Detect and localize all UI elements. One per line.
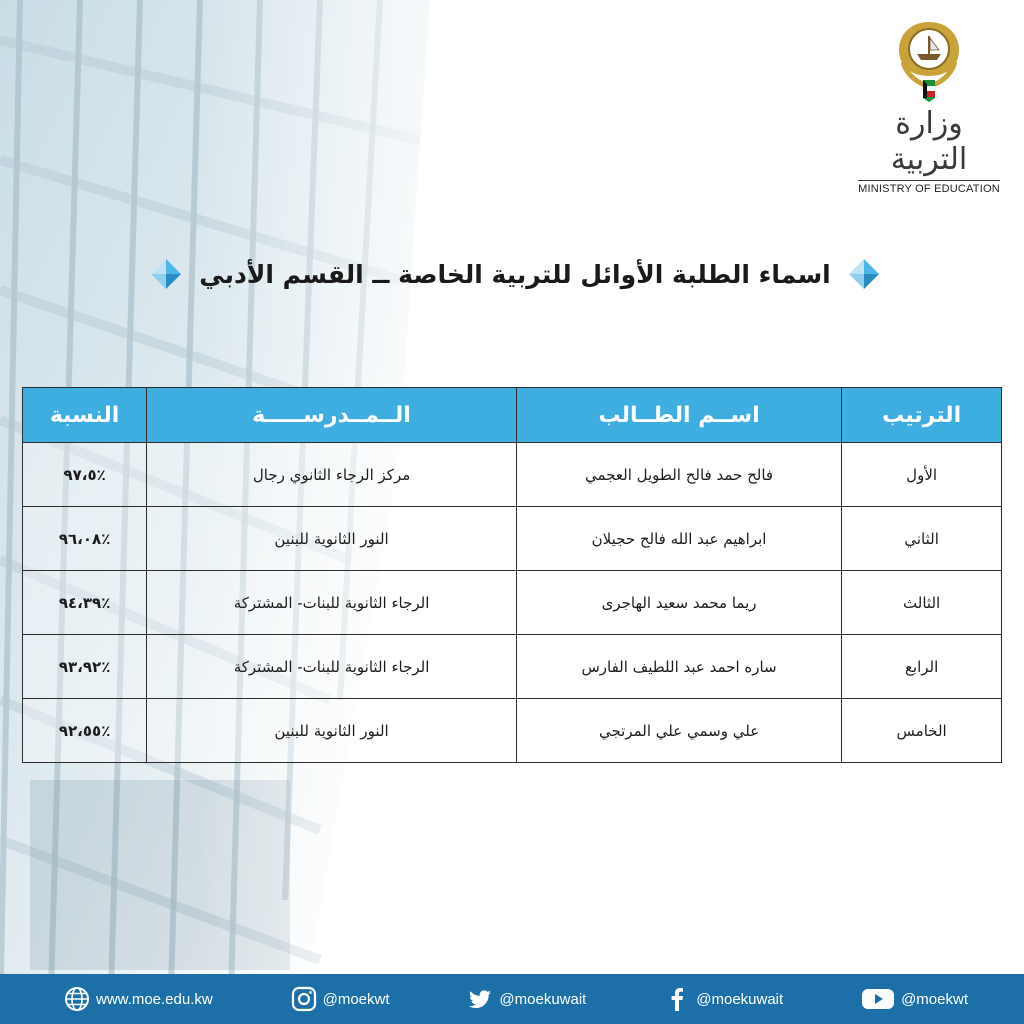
facebook-link[interactable] [664,986,783,1012]
header-rank: الترتيب [842,388,1002,443]
page-title-row [130,252,900,296]
twitter-handle: @moekuwait [499,990,587,1008]
page-title: اسماء الطلبة الأوائل للتربية الخاصة ــ القسم الأدبي [199,259,831,289]
diamond-icon [149,257,183,291]
top-students-table [22,387,1002,763]
student-name-cell: ريما محمد سعيد الهاجرى [516,571,841,635]
rank-cell: الثاني [842,507,1002,571]
youtube-icon [861,986,895,1012]
percentage-cell: ٪٩٧،٥ [23,443,147,507]
student-name-cell: ابراهيم عبد الله فالح حجيلان [516,507,841,571]
percentage-cell: ٪٩٣،٩٢ [23,635,147,699]
instagram-link[interactable] [291,986,390,1012]
percentage-cell: ٪٩٦،٠٨ [23,507,147,571]
kuwait-emblem-icon [889,14,969,104]
school-cell: الرجاء الثانوية للبنات- المشتركة [147,571,517,635]
rank-cell: الأول [842,443,1002,507]
twitter-icon [467,986,493,1012]
student-name-cell: ساره احمد عبد اللطيف الفارس [516,635,841,699]
student-name-cell: فالح حمد فالح الطويل العجمي [516,443,841,507]
facebook-icon [664,986,690,1012]
logo-divider [858,180,1000,181]
school-cell: النور الثانوية للبنين [147,699,517,763]
header-percentage: النسبة [23,388,147,443]
ministry-logo [854,14,1004,195]
ministry-name-english: MINISTRY OF EDUCATION [858,183,1000,195]
instagram-icon [291,986,317,1012]
social-footer [0,974,1024,1024]
table-row [23,571,1002,635]
rank-cell: الثالث [842,571,1002,635]
student-name-cell: علي وسمي علي المرتجي [516,699,841,763]
youtube-handle: @moekwt [901,990,968,1008]
ministry-name-arabic: وزارة التربية [890,106,968,177]
percentage-cell: ٪٩٤،٣٩ [23,571,147,635]
rank-cell: الخامس [842,699,1002,763]
website-link[interactable] [64,986,213,1012]
instagram-handle: @moekwt [322,990,390,1008]
table-header-row [23,388,1002,443]
school-cell: الرجاء الثانوية للبنات- المشتركة [147,635,517,699]
percentage-cell: ٪٩٢،٥٥ [23,699,147,763]
facebook-handle: @moekuwait [696,990,784,1008]
header-student-name: اســم الطــالب [516,388,841,443]
globe-icon [64,986,90,1012]
school-cell: مركز الرجاء الثانوي رجال [147,443,517,507]
table-row [23,635,1002,699]
youtube-link[interactable] [861,986,968,1012]
rank-cell: الرابع [842,635,1002,699]
website-url: www.moe.edu.kw [96,990,213,1008]
table-row [23,443,1002,507]
header-school: الــمــدرســـــة [147,388,517,443]
table-row [23,507,1002,571]
school-cell: النور الثانوية للبنين [147,507,517,571]
table-row [23,699,1002,763]
diamond-icon [847,257,881,291]
twitter-link[interactable] [467,986,586,1012]
